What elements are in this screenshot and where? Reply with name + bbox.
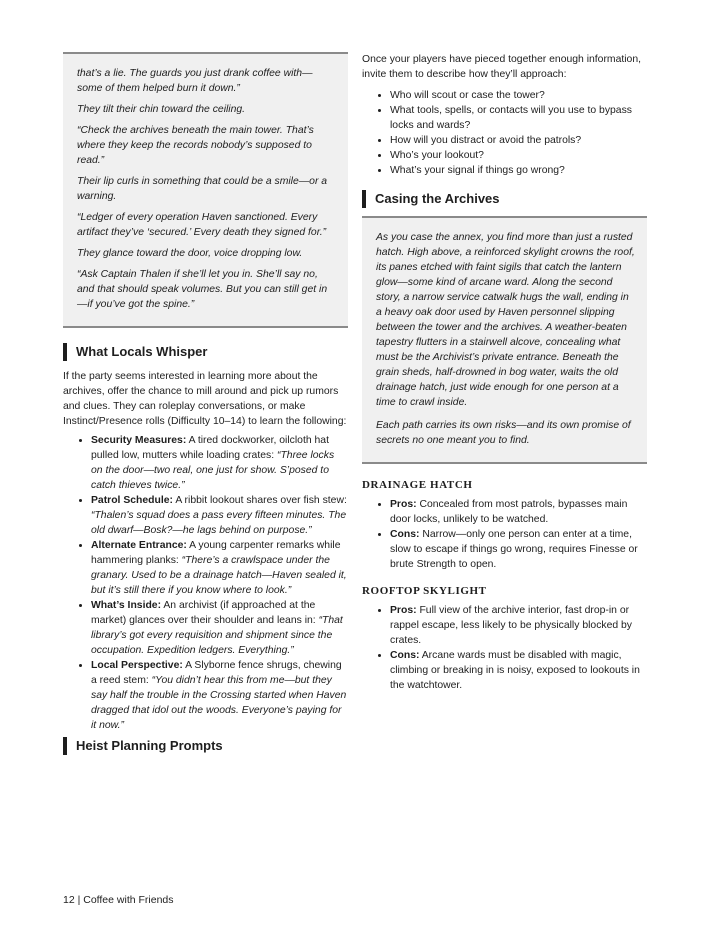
list-item: • Local Perspective: A Slyborne fence shrugs, chewing a reed stem: “You didn’t hear this from me—but they say half the trouble in the Crossing started when Haven dragged that idol out the woods. Everyone’s paying for it now.” — [91, 658, 348, 733]
section-heading-whisper: What Locals Whisper — [63, 343, 348, 361]
list-item: • Who will scout or case the tower? — [390, 88, 647, 103]
list-item: • Cons: Narrow—only one person can enter at a time, slow to escape if things go wrong, requires Finesse or brute Strength to open. — [390, 527, 647, 572]
rumor-list — [63, 433, 348, 733]
section-heading-casing: Casing the Archives — [362, 190, 647, 208]
list-item: • Who’s your lookout? — [390, 148, 647, 163]
page-footer: 12 | Coffee with Friends — [63, 894, 174, 906]
box-paragraph: Each path carries its own risks—and its own promise of secrets no one meant you to find. — [376, 420, 631, 446]
rooftop-skylight-title: ROOFTOP SKYLIGHT — [362, 585, 487, 597]
list-item: • What tools, spells, or contacts will you use to bypass locks and wards? — [390, 103, 647, 133]
list-item: • Security Measures: A tired dockworker, oilcloth hat pulled low, mutters while loading crates: “Three locks on the door—two real, one just for show. S’posed to catch thieves twice.” — [91, 433, 348, 493]
prompt-list — [362, 88, 647, 178]
section-heading-heist: Heist Planning Prompts — [63, 737, 348, 755]
box-paragraph: “Check the archives beneath the main tower. That’s where they keep the records nobody’s supposed to read.” — [77, 125, 314, 166]
left-column — [63, 52, 348, 755]
box-paragraph: As you case the annex, you find more than just a rusted hatch. High above, a reinforced skylight crowns the roof, its panes etched with faint sigils that catch the lantern glow—some kind of arcane ward. Along the second story, a narrow service catwalk hugs the wall, ending in a heavy oak door used by Haven personnel slipping between the tower and the archives. A weather-beaten tapestry flutters in a stairwell alcove, concealing what must be the Archivist’s private entrance. Beneath the grain sheds, half-drowned in bog water, waits the old drainage hatch, just wide enough for one person at a time to crawl inside. — [376, 232, 635, 408]
list-item: • Patrol Schedule: A ribbit lookout shares over fish stew: “Thalen’s squad does a pass every fifteen minutes. The old dwarf—Bosk?—he lags behind on purpose.” — [91, 493, 348, 538]
box-paragraph: They glance toward the door, voice dropping low. — [77, 248, 303, 259]
box-paragraph: Their lip curls in something that could be a smile—or a warning. — [77, 176, 328, 202]
list-item: • Pros: Concealed from most patrols, bypasses main door locks, unlikely to be watched. — [390, 497, 647, 527]
drainage-hatch-title: DRAINAGE HATCH — [362, 479, 473, 491]
list-item: • What’s your signal if things go wrong? — [390, 163, 647, 178]
casing-box — [362, 216, 647, 464]
list-item: • How will you distract or avoid the patrols? — [390, 133, 647, 148]
box-paragraph: They tilt their chin toward the ceiling. — [77, 104, 246, 115]
box-paragraph: “Ledger of every operation Haven sanctioned. Every artifact they’ve ‘secured.’ Every death they signed for.” — [77, 212, 327, 238]
list-item: • Cons: Arcane wards must be disabled with magic, climbing or breaking in is noisy, exposed to lookouts in the watchtower. — [390, 648, 647, 693]
right-column — [362, 52, 647, 693]
list-item: • Pros: Full view of the archive interior, fast drop-in or rappel escape, less likely to be physically blocked by crates. — [390, 603, 647, 648]
rooftop-list — [362, 603, 647, 693]
drainage-list — [362, 497, 647, 572]
box-paragraph: that’s a lie. The guards you just drank coffee with—some of them helped burn it down.” — [77, 68, 313, 94]
prompts-intro: Once your players have pieced together enough information, invite them to describe how they’ll approach: — [362, 54, 641, 80]
list-item: • What’s Inside: An archivist (if approached at the market) glances over their shoulder and leans in: “That library’s got every requisition and shipment since the occupation. Expedition ledgers. Everything.” — [91, 598, 348, 658]
whisper-intro: If the party seems interested in learning more about the archives, offer the chance to mill around and pick up rumors and clues. They can roleplay conversations, or make Instinct/Presence rolls (Difficulty 10–14) to learn the following: — [63, 371, 347, 427]
list-item: • Alternate Entrance: A young carpenter remarks while hammering planks: “There’s a crawlspace under the granary. Used to be a drainage hatch—Haven sealed it, but it’s still there if you know where to look.” — [91, 538, 348, 598]
box-paragraph: “Ask Captain Thalen if she’ll let you in. She’ll say no, and that should speak volumes. But you can still get in—if you’ve got the spine.” — [77, 269, 328, 310]
read-aloud-box — [63, 52, 348, 328]
